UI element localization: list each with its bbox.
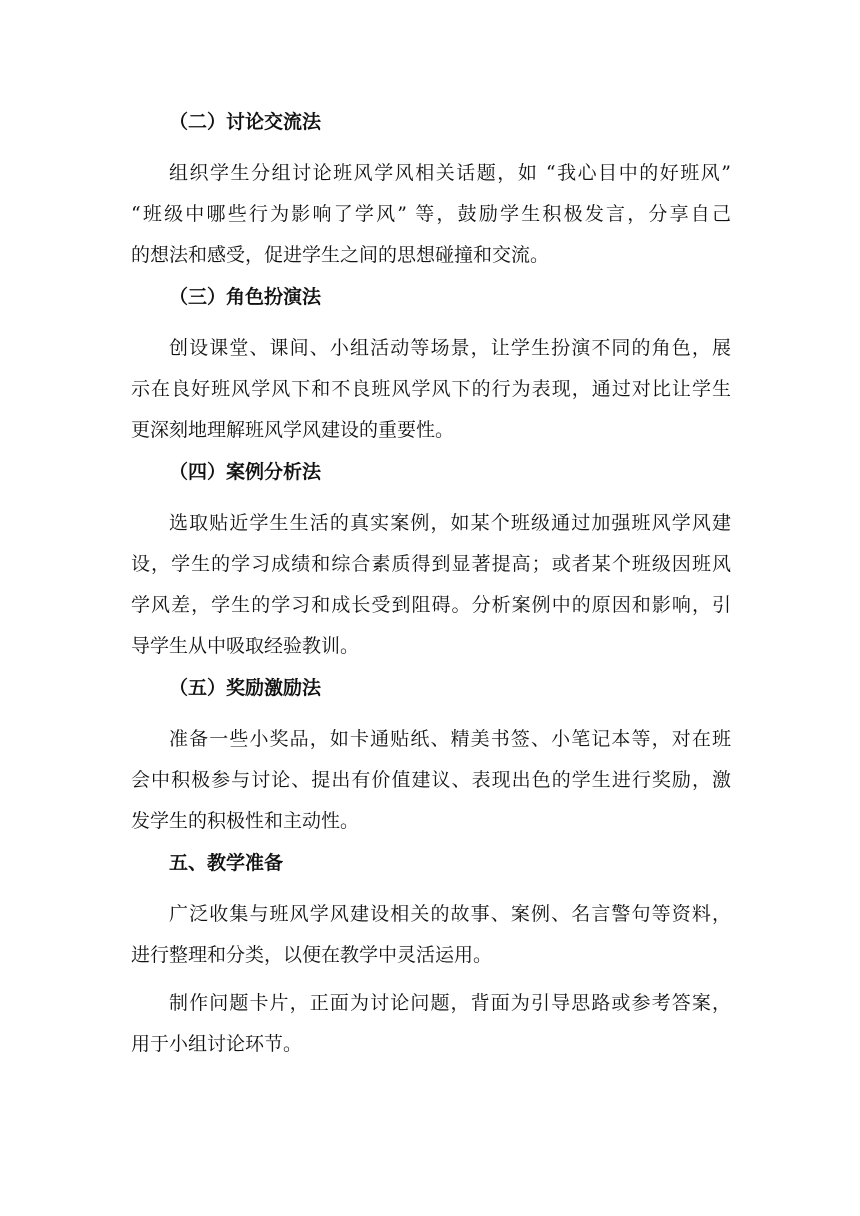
paragraph-line: “班级中哪些行为影响了学风” 等，鼓励学生积极发言，分享自己	[131, 203, 731, 225]
section-paragraph	[131, 503, 731, 667]
paragraph-line: 制作问题卡片，正面为讨论问题，背面为引导思路或参考答案，	[169, 992, 731, 1014]
paragraph-line: 进行整理和分类，以便在教学中灵活运用。	[131, 944, 493, 966]
section-paragraph	[131, 328, 731, 451]
paragraph-line: 的想法和感受，促进学生之间的思想碰撞和交流。	[131, 244, 550, 266]
paragraph-line: 广泛收集与班风学风建设相关的故事、案例、名言警句等资料，	[169, 903, 731, 925]
section-heading: （二）讨论交流法	[169, 111, 322, 133]
paragraph-line: 创设课堂、课间、小组活动等场景，让学生扮演不同的角色，展	[169, 337, 731, 359]
section-role-play	[131, 283, 731, 451]
paragraph-line: 组织学生分组讨论班风学风相关话题，如 “我心目中的好班风”	[169, 162, 731, 184]
paragraph-line: 学风差，学生的学习和成长受到阻碍。分析案例中的原因和影响，引	[131, 594, 731, 616]
paragraph-line: 示在良好班风学风下和不良班风学风下的行为表现，通过对比让学生	[131, 378, 731, 400]
section-heading: （五）奖励激励法	[169, 677, 322, 699]
section-discussion	[131, 108, 731, 276]
section-paragraph	[131, 153, 731, 276]
prep-paragraph	[131, 983, 731, 1065]
major-heading: 五、教学准备	[169, 852, 284, 874]
section-reward	[131, 674, 731, 842]
section-heading: （四）案例分析法	[169, 461, 322, 483]
paragraph-line: 发学生的积极性和主动性。	[131, 810, 360, 832]
paragraph-line: 会中积极参与讨论、提出有价值建议、表现出色的学生进行奖励，激	[131, 769, 731, 791]
prep-paragraph	[131, 894, 731, 976]
paragraph-line: 更深刻地理解班风学风建设的重要性。	[131, 419, 455, 441]
section-heading: （三）角色扮演法	[169, 286, 322, 308]
paragraph-line: 准备一些小奖品，如卡通贴纸、精美书签、小笔记本等，对在班	[169, 728, 731, 750]
section-teaching-prep	[131, 849, 731, 1065]
paragraph-line: 选取贴近学生生活的真实案例，如某个班级通过加强班风学风建	[169, 512, 731, 534]
paragraph-line: 导学生从中吸取经验教训。	[131, 635, 360, 657]
section-case-analysis	[131, 458, 731, 667]
section-paragraph	[131, 719, 731, 842]
paragraph-line: 设，学生的学习成绩和综合素质得到显著提高；或者某个班级因班风	[131, 553, 731, 575]
document-page	[131, 108, 731, 1072]
paragraph-line: 用于小组讨论环节。	[131, 1033, 303, 1055]
